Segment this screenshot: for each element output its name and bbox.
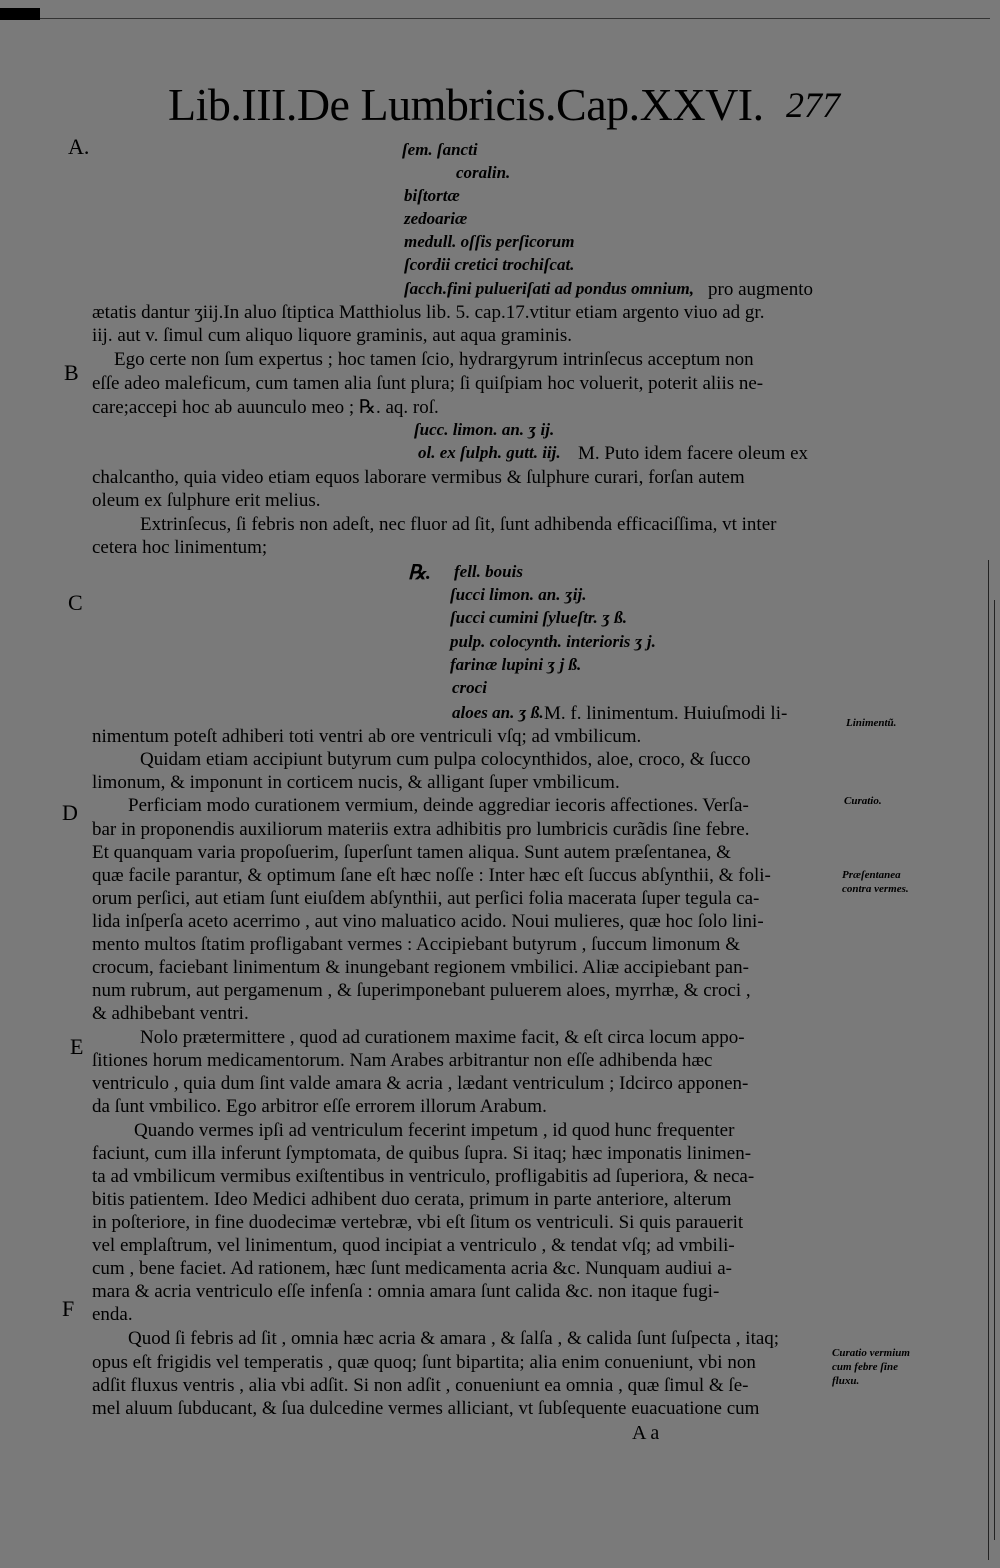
page-number: 277 <box>786 85 840 125</box>
text-line: bitis patientem. Ideo Medici adhibent duo cerata, primum in parte anteriore, alterum <box>92 1189 732 1210</box>
text-line: ta ad vmbilicum vermibus exiſtentibus in ventriculo, profligabitis ad ſuperiora, & neca- <box>92 1166 755 1187</box>
text-line: Extrinſecus, ſi febris non adeſt, nec fluor ad ſit, ſunt adhibenda efficaciſſima, vt inter <box>140 514 777 535</box>
text-line: Perficiam modo curationem vermium, deinde aggrediar iecoris affectiones. Verſa- <box>128 795 749 816</box>
text-line: da ſunt vmbilico. Ego arbitror eſſe errorem illorum Arabum. <box>92 1096 547 1117</box>
margin-letter-f: F <box>62 1296 75 1321</box>
text-line: quæ facile parantur, & optimum ſane eſt hæc noſſe : Inter hæc eſt ſuccus abſynthii, & foli- <box>92 865 771 886</box>
text-line: ætatis dantur ʒiij.In aluo ſtiptica Matthiolus lib. 5. cap.17.vtitur etiam argento viuo ad gr. <box>92 302 765 323</box>
text-line: care;accepi hoc ab auunculo meo ; ℞. aq. roſ. <box>92 397 439 418</box>
recipe3-line: pulp. colocynth. interioris ʒ j. <box>450 632 656 651</box>
text-line: oleum ex ſulphure erit melius. <box>92 490 321 511</box>
text-line: Quando vermes ipſi ad ventriculum fecerint impetum , id quod hunc frequenter <box>134 1120 735 1141</box>
margin-letter-a: A. <box>68 134 90 159</box>
margin-letter-d: D <box>62 800 78 825</box>
text-line: Quidam etiam accipiunt butyrum cum pulpa colocynthidos, aloe, croco, & ſucco <box>140 749 751 770</box>
text-line: in poſteriore, in fine duodecimæ vertebræ, vbi eſt ſitum os ventriculi. Si quis parauerit <box>92 1212 744 1233</box>
top-edge-rule <box>40 18 990 19</box>
recipe1-tail: pro augmento <box>708 279 814 300</box>
text-line: bar in proponendis auxiliorum materiis extra adhibitis pro lumbricis curãdis ſine febre. <box>92 819 750 840</box>
recipe2-tail: M. Puto idem facere oleum ex <box>578 443 809 464</box>
text-line: iij. aut v. ſimul cum aliquo liquore graminis, aut aqua graminis. <box>92 325 573 346</box>
recipe3-line: aloes an. ʒ ß. <box>452 703 544 722</box>
text-line: cetera hoc linimentum; <box>92 537 268 558</box>
text-line: mento multos ſtatim profligabant vermes : Accipiebant butyrum , ſuccum limonum & <box>92 934 740 955</box>
recipe1-line: ſem. ſancti <box>402 140 478 159</box>
text-line: cum , bene faciet. Ad rationem, hæc ſunt medicamenta acria &c. Nunquam audiui a- <box>92 1258 732 1279</box>
recipe2-line: ol. ex ſulph. gutt. iij. <box>418 443 561 462</box>
text-line: chalcantho, quia video etiam equos laborare vermibus & ſulphure curari, forſan autem <box>92 467 745 488</box>
text-line: orum perſici, aut etiam ſunt eiuſdem abſynthii, aut perſici folia macerata ſuper tegula ca- <box>92 888 760 909</box>
top-edge-mark <box>0 8 40 20</box>
catchword: A a <box>632 1422 660 1444</box>
text-line: & adhibebant ventri. <box>92 1003 249 1024</box>
margin-letter-b: B <box>64 360 79 385</box>
side-note-linimentum: Linimentũ. <box>846 717 897 729</box>
text-line: lida inſperſa aceto acerrimo , aut vino maluatico acido. Noui mulieres, quæ hoc ſolo lini- <box>92 911 764 932</box>
recipe3-line: croci <box>452 678 487 697</box>
text-line: Et quanquam varia propoſuerim, ſuperſunt tamen aliqua. Sunt autem præſentanea, & <box>92 842 731 863</box>
text-line: ventriculo , quia dum ſint valde amara & acria , lædant ventriculum ; Idcirco apponen- <box>92 1073 749 1094</box>
text-line: Quod ſi febris ad ſit , omnia hæc acria & amara , & ſalſa , & calida ſunt ſuſpecta , itaq; <box>128 1328 780 1349</box>
recipe3-tail: M. f. linimentum. Huiuſmodi li- <box>544 703 788 724</box>
side-note-praesentanea: Præſentanea contra vermes. <box>842 869 909 895</box>
recipe3-line: farinæ lupini ʒ j ß. <box>450 655 582 674</box>
recipe1-line: coralin. <box>456 163 511 182</box>
text-line: vel emplaſtrum, vel linimentum, quod incipiat a ventriculo , & tendat vſq; ad vmbili- <box>92 1235 735 1256</box>
text-line: num rubrum, aut pergamenum , & ſuperimponebant puluerem aloes, myrrhæ, & croci , <box>92 980 751 1001</box>
text-line: enda. <box>92 1304 133 1325</box>
text-line: adſit fluxus ventris , alia vbi adſit. Si non adſit , conueniunt ea omnia , quæ ſimul & ſe- <box>92 1375 749 1396</box>
recipe3-line: fell. bouis <box>454 562 523 581</box>
text-line: Ego certe non ſum expertus ; hoc tamen ſcio, hydrargyrum intrinſecus acceptum non <box>114 349 754 370</box>
text-line: mara & acria ventriculo eſſe infenſa : omnia amara ſunt calida &c. non itaque fugi- <box>92 1281 720 1302</box>
text-line: Nolo prætermittere , quod ad curationem maxime facit, & eſt circa locum appo- <box>140 1027 745 1048</box>
text-line: nimentum poteſt adhiberi toti ventri ab ore ventriculi vſq; ad vmbilicum. <box>92 726 642 747</box>
side-note-curatio-vermium: Curatio vermium cum febre ſine fluxu. <box>832 1347 910 1387</box>
recipe1-line: medull. oſſis perſicorum <box>404 232 575 251</box>
text-line: ſitiones horum medicamentorum. Nam Arabes arbitrantur non eſſe adhibenda hæc <box>92 1050 713 1071</box>
right-edge-line-2 <box>994 600 995 1540</box>
text-line: mel aluum ſubducant, & ſua dulcedine vermes alliciant, vt ſubſequente euacuatione cum <box>92 1398 760 1419</box>
recipe1-line: ſcordii cretici trochiſcat. <box>404 255 575 274</box>
margin-letter-e: E <box>70 1034 84 1059</box>
text-line: limonum, & imponunt in corticem nucis, & alligant ſuper vmbilicum. <box>92 772 620 793</box>
text-line: faciunt, cum illa inferunt ſymptomata, de quibus ſupra. Si itaq; hæc imponatis linimen- <box>92 1143 752 1164</box>
recipe1-line: ſacch.fini pulueriſati ad pondus omnium, <box>404 279 694 298</box>
side-note-curatio: Curatio. <box>844 795 882 807</box>
recipe1-line: zedoariæ <box>404 209 468 228</box>
recipe1-line: biſtortæ <box>404 186 460 205</box>
recipe3-line: ſucci limon. an. ʒij. <box>450 585 587 604</box>
text-line: opus eſt frigidis vel temperatis , quæ quoq; ſunt bipartita; alia enim conueniunt, vbi non <box>92 1352 756 1373</box>
text-line: crocum, faciebant linimentum & inungebant regionem vmbilici. Aliæ accipiebant pan- <box>92 957 749 978</box>
right-edge-line <box>988 560 989 1560</box>
text-line: eſſe adeo maleficum, cum tamen alia ſunt plura; ſi quiſpiam hoc voluerit, poterit aliis ne- <box>92 373 764 394</box>
margin-letter-c: C <box>68 590 83 615</box>
recipe2-line: ſucc. limon. an. ʒ ij. <box>414 420 555 439</box>
recipe3-line: ſucci cumini ſylueſtr. ʒ ß. <box>450 608 628 627</box>
recipe3-rx: ℞. <box>408 562 431 584</box>
running-header: Lib.III.De Lumbricis.Cap.XXVI. <box>168 79 764 130</box>
